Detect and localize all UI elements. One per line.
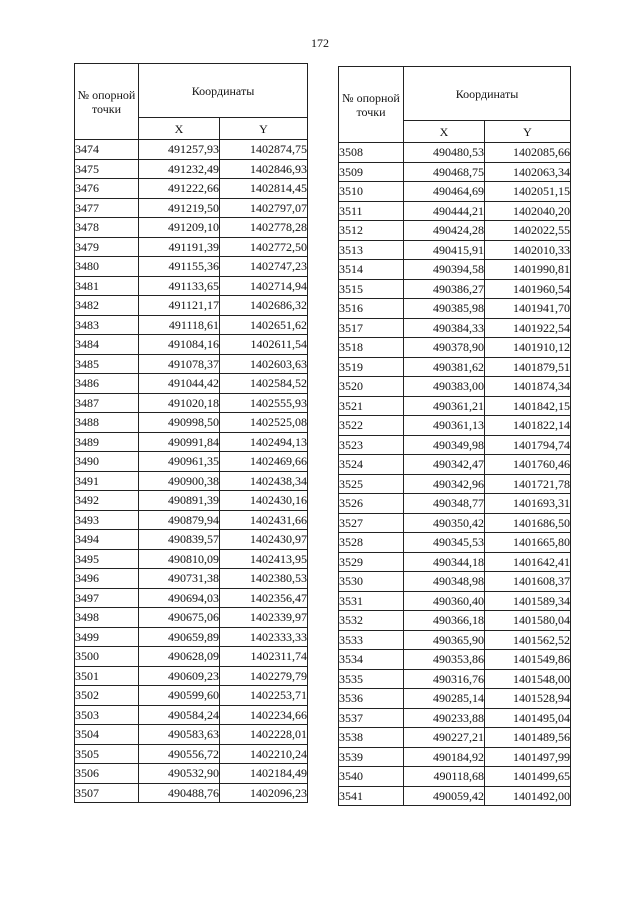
x-coordinate-cell: 490350,42: [404, 513, 485, 533]
table-row: [339, 338, 571, 358]
y-coordinate-cell: 1401589,34: [485, 591, 571, 611]
x-coordinate-cell: 490675,06: [139, 608, 220, 628]
y-coordinate-cell: 1401549,86: [485, 650, 571, 670]
point-number-cell: 3489: [75, 432, 139, 452]
x-coordinate-cell: 490316,76: [404, 669, 485, 689]
coordinates-table-left: [74, 63, 308, 803]
table-row: [339, 299, 571, 319]
x-coordinate-cell: 490360,40: [404, 591, 485, 611]
point-number-cell: 3511: [339, 201, 404, 221]
y-coordinate-cell: 1402584,52: [220, 374, 308, 394]
table-row: [339, 494, 571, 514]
y-coordinate-cell: 1401910,12: [485, 338, 571, 358]
table-row: [75, 296, 308, 316]
y-coordinate-cell: 1402555,93: [220, 393, 308, 413]
y-coordinate-cell: 1402747,23: [220, 257, 308, 277]
x-coordinate-cell: 490991,84: [139, 432, 220, 452]
y-coordinate-cell: 1401721,78: [485, 474, 571, 494]
y-coordinate-cell: 1402778,28: [220, 218, 308, 238]
point-number-cell: 3532: [339, 611, 404, 631]
y-coordinate-cell: 1402022,55: [485, 221, 571, 241]
table-row: [75, 276, 308, 296]
y-coordinate-cell: 1401686,50: [485, 513, 571, 533]
table-row: [75, 647, 308, 667]
x-coordinate-cell: 491078,37: [139, 354, 220, 374]
x-coordinate-cell: 490385,98: [404, 299, 485, 319]
x-coordinate-cell: 490998,50: [139, 413, 220, 433]
point-number-cell: 3491: [75, 471, 139, 491]
point-number-cell: 3535: [339, 669, 404, 689]
table-row: [75, 666, 308, 686]
table-row: [75, 140, 308, 160]
table-row: [75, 686, 308, 706]
table-row: [75, 764, 308, 784]
table-row: [339, 240, 571, 260]
point-number-cell: 3505: [75, 744, 139, 764]
point-number-cell: 3502: [75, 686, 139, 706]
table-row: [339, 162, 571, 182]
table-row: [339, 435, 571, 455]
table-body: [75, 140, 308, 803]
coordinates-table-right: [338, 66, 571, 806]
point-number-cell: 3514: [339, 260, 404, 280]
header-x: X: [404, 121, 485, 143]
y-coordinate-cell: 1402603,63: [220, 354, 308, 374]
x-coordinate-cell: 490810,09: [139, 549, 220, 569]
header-coordinates: Координаты: [404, 67, 571, 121]
point-number-cell: 3513: [339, 240, 404, 260]
header-y: Y: [485, 121, 571, 143]
x-coordinate-cell: 491257,93: [139, 140, 220, 160]
point-number-cell: 3494: [75, 530, 139, 550]
table-row: [339, 786, 571, 806]
point-number-cell: 3490: [75, 452, 139, 472]
table-row: [339, 767, 571, 787]
table-row: [339, 318, 571, 338]
table-row: [339, 357, 571, 377]
y-coordinate-cell: 1401492,00: [485, 786, 571, 806]
y-coordinate-cell: 1401489,56: [485, 728, 571, 748]
table-row: [339, 279, 571, 299]
point-number-cell: 3500: [75, 647, 139, 667]
x-coordinate-cell: 490345,53: [404, 533, 485, 553]
table-row: [75, 491, 308, 511]
table-row: [75, 393, 308, 413]
x-coordinate-cell: 490386,27: [404, 279, 485, 299]
x-coordinate-cell: 490381,62: [404, 357, 485, 377]
point-number-cell: 3533: [339, 630, 404, 650]
table-row: [339, 689, 571, 709]
y-coordinate-cell: 1402356,47: [220, 588, 308, 608]
y-coordinate-cell: 1402874,75: [220, 140, 308, 160]
x-coordinate-cell: 491133,65: [139, 276, 220, 296]
table-row: [339, 377, 571, 397]
point-number-cell: 3515: [339, 279, 404, 299]
x-coordinate-cell: 490349,98: [404, 435, 485, 455]
x-coordinate-cell: 490480,53: [404, 143, 485, 163]
table-row: [75, 159, 308, 179]
point-number-cell: 3474: [75, 140, 139, 160]
point-number-cell: 3531: [339, 591, 404, 611]
x-coordinate-cell: 491219,50: [139, 198, 220, 218]
y-coordinate-cell: 1402311,74: [220, 647, 308, 667]
point-number-cell: 3475: [75, 159, 139, 179]
x-coordinate-cell: 491191,39: [139, 237, 220, 257]
point-number-cell: 3520: [339, 377, 404, 397]
y-coordinate-cell: 1402430,16: [220, 491, 308, 511]
point-number-cell: 3526: [339, 494, 404, 514]
point-number-cell: 3497: [75, 588, 139, 608]
table-row: [339, 669, 571, 689]
x-coordinate-cell: 491118,61: [139, 315, 220, 335]
y-coordinate-cell: 1401842,15: [485, 396, 571, 416]
table-row: [75, 413, 308, 433]
table-row: [339, 260, 571, 280]
page-number: 172: [311, 36, 329, 50]
x-coordinate-cell: 490532,90: [139, 764, 220, 784]
table-row: [75, 471, 308, 491]
point-number-cell: 3487: [75, 393, 139, 413]
table-row: [75, 354, 308, 374]
table-row: [75, 530, 308, 550]
x-coordinate-cell: 490361,21: [404, 396, 485, 416]
point-number-cell: 3509: [339, 162, 404, 182]
point-number-cell: 3540: [339, 767, 404, 787]
point-number-cell: 3485: [75, 354, 139, 374]
point-number-cell: 3498: [75, 608, 139, 628]
table-row: [75, 432, 308, 452]
x-coordinate-cell: 490424,28: [404, 221, 485, 241]
x-coordinate-cell: 490609,23: [139, 666, 220, 686]
x-coordinate-cell: 490348,77: [404, 494, 485, 514]
table-row: [75, 452, 308, 472]
table-row: [339, 513, 571, 533]
table-row: [339, 533, 571, 553]
x-coordinate-cell: 490353,86: [404, 650, 485, 670]
y-coordinate-cell: 1402253,71: [220, 686, 308, 706]
point-number-cell: 3478: [75, 218, 139, 238]
table-row: [339, 728, 571, 748]
x-coordinate-cell: 490583,63: [139, 725, 220, 745]
y-coordinate-cell: 1402063,34: [485, 162, 571, 182]
table-row: [339, 591, 571, 611]
y-coordinate-cell: 1401990,81: [485, 260, 571, 280]
table-row: [75, 315, 308, 335]
table-row: [75, 218, 308, 238]
point-number-cell: 3539: [339, 747, 404, 767]
y-coordinate-cell: 1401665,80: [485, 533, 571, 553]
point-number-cell: 3493: [75, 510, 139, 530]
table-row: [75, 237, 308, 257]
x-coordinate-cell: 490444,21: [404, 201, 485, 221]
x-coordinate-cell: 491020,18: [139, 393, 220, 413]
y-coordinate-cell: 1401499,65: [485, 767, 571, 787]
y-coordinate-cell: 1401941,70: [485, 299, 571, 319]
x-coordinate-cell: 490383,00: [404, 377, 485, 397]
table-body: [339, 143, 571, 806]
y-coordinate-cell: 1401580,04: [485, 611, 571, 631]
point-number-cell: 3529: [339, 552, 404, 572]
x-coordinate-cell: 490184,92: [404, 747, 485, 767]
y-coordinate-cell: 1402279,79: [220, 666, 308, 686]
point-number-cell: 3516: [339, 299, 404, 319]
point-number-cell: 3477: [75, 198, 139, 218]
y-coordinate-cell: 1402611,54: [220, 335, 308, 355]
point-number-cell: 3522: [339, 416, 404, 436]
x-coordinate-cell: 490384,33: [404, 318, 485, 338]
y-coordinate-cell: 1402333,33: [220, 627, 308, 647]
x-coordinate-cell: 490488,76: [139, 783, 220, 803]
point-number-cell: 3523: [339, 435, 404, 455]
x-coordinate-cell: 490342,96: [404, 474, 485, 494]
x-coordinate-cell: 490342,47: [404, 455, 485, 475]
x-coordinate-cell: 491121,17: [139, 296, 220, 316]
header-point-number: № опорной точки: [75, 64, 139, 140]
point-number-cell: 3503: [75, 705, 139, 725]
x-coordinate-cell: 490628,09: [139, 647, 220, 667]
x-coordinate-cell: 490059,42: [404, 786, 485, 806]
table-row: [75, 374, 308, 394]
x-coordinate-cell: 490731,38: [139, 569, 220, 589]
y-coordinate-cell: 1401495,04: [485, 708, 571, 728]
y-coordinate-cell: 1401874,34: [485, 377, 571, 397]
x-coordinate-cell: 491044,42: [139, 374, 220, 394]
x-coordinate-cell: 491209,10: [139, 218, 220, 238]
point-number-cell: 3525: [339, 474, 404, 494]
x-coordinate-cell: 491222,66: [139, 179, 220, 199]
x-coordinate-cell: 490361,13: [404, 416, 485, 436]
y-coordinate-cell: 1401922,54: [485, 318, 571, 338]
y-coordinate-cell: 1402228,01: [220, 725, 308, 745]
point-number-cell: 3484: [75, 335, 139, 355]
x-coordinate-cell: 490344,18: [404, 552, 485, 572]
y-coordinate-cell: 1402686,32: [220, 296, 308, 316]
x-coordinate-cell: 491084,16: [139, 335, 220, 355]
point-number-cell: 3508: [339, 143, 404, 163]
y-coordinate-cell: 1401693,31: [485, 494, 571, 514]
x-coordinate-cell: 490118,68: [404, 767, 485, 787]
table-row: [75, 608, 308, 628]
point-number-cell: 3524: [339, 455, 404, 475]
y-coordinate-cell: 1402184,49: [220, 764, 308, 784]
table-row: [75, 627, 308, 647]
x-coordinate-cell: 490891,39: [139, 491, 220, 511]
table-row: [75, 783, 308, 803]
y-coordinate-cell: 1402210,24: [220, 744, 308, 764]
y-coordinate-cell: 1402430,97: [220, 530, 308, 550]
y-coordinate-cell: 1402096,23: [220, 783, 308, 803]
table-row: [339, 747, 571, 767]
y-coordinate-cell: 1402085,66: [485, 143, 571, 163]
x-coordinate-cell: 490468,75: [404, 162, 485, 182]
y-coordinate-cell: 1402431,66: [220, 510, 308, 530]
table-row: [75, 744, 308, 764]
y-coordinate-cell: 1402438,34: [220, 471, 308, 491]
x-coordinate-cell: 490900,38: [139, 471, 220, 491]
x-coordinate-cell: 490599,60: [139, 686, 220, 706]
x-coordinate-cell: 490961,35: [139, 452, 220, 472]
y-coordinate-cell: 1401760,46: [485, 455, 571, 475]
x-coordinate-cell: 490659,89: [139, 627, 220, 647]
header-x: X: [139, 118, 220, 140]
y-coordinate-cell: 1402494,13: [220, 432, 308, 452]
x-coordinate-cell: 490464,69: [404, 182, 485, 202]
table-row: [339, 221, 571, 241]
point-number-cell: 3541: [339, 786, 404, 806]
y-coordinate-cell: 1401794,74: [485, 435, 571, 455]
y-coordinate-cell: 1401642,41: [485, 552, 571, 572]
y-coordinate-cell: 1401528,94: [485, 689, 571, 709]
point-number-cell: 3536: [339, 689, 404, 709]
y-coordinate-cell: 1402797,07: [220, 198, 308, 218]
point-number-cell: 3507: [75, 783, 139, 803]
x-coordinate-cell: 490285,14: [404, 689, 485, 709]
x-coordinate-cell: 490366,18: [404, 611, 485, 631]
x-coordinate-cell: 490556,72: [139, 744, 220, 764]
y-coordinate-cell: 1402051,15: [485, 182, 571, 202]
y-coordinate-cell: 1402846,93: [220, 159, 308, 179]
table-row: [339, 650, 571, 670]
x-coordinate-cell: 490839,57: [139, 530, 220, 550]
x-coordinate-cell: 490584,24: [139, 705, 220, 725]
point-number-cell: 3506: [75, 764, 139, 784]
y-coordinate-cell: 1401562,52: [485, 630, 571, 650]
table-row: [75, 335, 308, 355]
table-row: [339, 201, 571, 221]
point-number-cell: 3488: [75, 413, 139, 433]
y-coordinate-cell: 1401960,54: [485, 279, 571, 299]
point-number-cell: 3486: [75, 374, 139, 394]
table-row: [339, 396, 571, 416]
header-y: Y: [220, 118, 308, 140]
table-row: [75, 569, 308, 589]
point-number-cell: 3482: [75, 296, 139, 316]
y-coordinate-cell: 1402234,66: [220, 705, 308, 725]
point-number-cell: 3512: [339, 221, 404, 241]
point-number-cell: 3519: [339, 357, 404, 377]
x-coordinate-cell: 490694,03: [139, 588, 220, 608]
point-number-cell: 3534: [339, 650, 404, 670]
y-coordinate-cell: 1402772,50: [220, 237, 308, 257]
x-coordinate-cell: 490415,91: [404, 240, 485, 260]
x-coordinate-cell: 491232,49: [139, 159, 220, 179]
point-number-cell: 3479: [75, 237, 139, 257]
x-coordinate-cell: 490394,58: [404, 260, 485, 280]
point-number-cell: 3530: [339, 572, 404, 592]
table-row: [75, 549, 308, 569]
table-row: [339, 143, 571, 163]
y-coordinate-cell: 1402040,20: [485, 201, 571, 221]
table-row: [339, 708, 571, 728]
point-number-cell: 3517: [339, 318, 404, 338]
table-row: [339, 630, 571, 650]
y-coordinate-cell: 1402380,53: [220, 569, 308, 589]
point-number-cell: 3495: [75, 549, 139, 569]
point-number-cell: 3483: [75, 315, 139, 335]
point-number-cell: 3527: [339, 513, 404, 533]
point-number-cell: 3521: [339, 396, 404, 416]
x-coordinate-cell: 490348,98: [404, 572, 485, 592]
point-number-cell: 3537: [339, 708, 404, 728]
point-number-cell: 3481: [75, 276, 139, 296]
y-coordinate-cell: 1401822,14: [485, 416, 571, 436]
header-point-number: № опорной точки: [339, 67, 404, 143]
y-coordinate-cell: 1401608,37: [485, 572, 571, 592]
point-number-cell: 3480: [75, 257, 139, 277]
point-number-cell: 3528: [339, 533, 404, 553]
x-coordinate-cell: 490227,21: [404, 728, 485, 748]
point-number-cell: 3501: [75, 666, 139, 686]
header-coordinates: Координаты: [139, 64, 308, 118]
table-row: [339, 416, 571, 436]
x-coordinate-cell: 490233,88: [404, 708, 485, 728]
y-coordinate-cell: 1402339,97: [220, 608, 308, 628]
table-row: [75, 510, 308, 530]
y-coordinate-cell: 1402714,94: [220, 276, 308, 296]
y-coordinate-cell: 1401548,00: [485, 669, 571, 689]
table-row: [75, 257, 308, 277]
table-row: [75, 725, 308, 745]
y-coordinate-cell: 1401879,51: [485, 357, 571, 377]
table-row: [339, 572, 571, 592]
point-number-cell: 3492: [75, 491, 139, 511]
x-coordinate-cell: 490879,94: [139, 510, 220, 530]
y-coordinate-cell: 1402651,62: [220, 315, 308, 335]
point-number-cell: 3476: [75, 179, 139, 199]
table-row: [75, 588, 308, 608]
table-row: [339, 611, 571, 631]
point-number-cell: 3510: [339, 182, 404, 202]
point-number-cell: 3518: [339, 338, 404, 358]
table-row: [339, 182, 571, 202]
table-row: [339, 552, 571, 572]
point-number-cell: 3496: [75, 569, 139, 589]
point-number-cell: 3504: [75, 725, 139, 745]
x-coordinate-cell: 490365,90: [404, 630, 485, 650]
table-row: [75, 179, 308, 199]
x-coordinate-cell: 491155,36: [139, 257, 220, 277]
point-number-cell: 3538: [339, 728, 404, 748]
y-coordinate-cell: 1401497,99: [485, 747, 571, 767]
table-row: [75, 705, 308, 725]
table-row: [75, 198, 308, 218]
table-row: [339, 455, 571, 475]
y-coordinate-cell: 1402469,66: [220, 452, 308, 472]
y-coordinate-cell: 1402814,45: [220, 179, 308, 199]
y-coordinate-cell: 1402413,95: [220, 549, 308, 569]
x-coordinate-cell: 490378,90: [404, 338, 485, 358]
y-coordinate-cell: 1402010,33: [485, 240, 571, 260]
y-coordinate-cell: 1402525,08: [220, 413, 308, 433]
point-number-cell: 3499: [75, 627, 139, 647]
table-row: [339, 474, 571, 494]
